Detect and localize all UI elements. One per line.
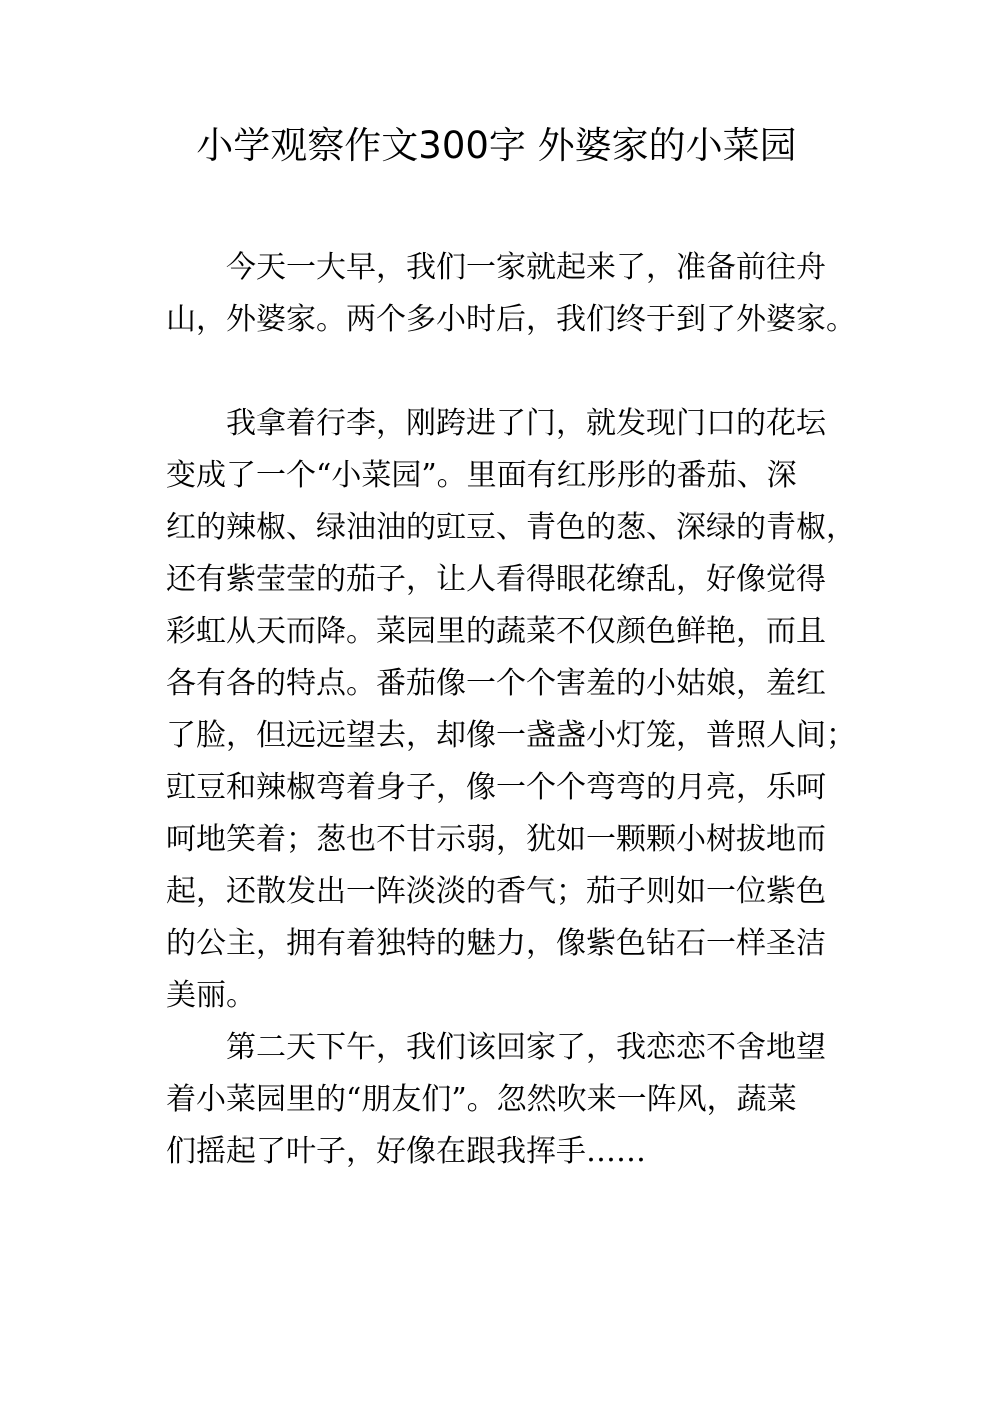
paragraph-line: 美丽。 bbox=[166, 978, 256, 1013]
paragraph-line: 我拿着行李，刚跨进了门，就发现门口的花坛 bbox=[226, 406, 826, 441]
paragraph-line: 彩虹从天而降。菜园里的蔬菜不仅颜色鲜艳，而且 bbox=[166, 614, 826, 649]
paragraph-line: 着小菜园里的“朋友们”。忽然吹来一阵风，蔬菜 bbox=[166, 1082, 797, 1117]
paragraph-line: 起，还散发出一阵淡淡的香气；茄子则如一位紫色 bbox=[166, 874, 826, 909]
paragraph-line: 变成了一个“小菜园”。里面有红彤彤的番茄、深 bbox=[166, 458, 797, 493]
paragraph-line: 第二天下午，我们该回家了，我恋恋不舍地望 bbox=[226, 1030, 826, 1065]
paragraph-line: 山，外婆家。两个多小时后，我们终于到了外婆家。 bbox=[166, 302, 856, 337]
paragraph-line: 各有各的特点。番茄像一个个害羞的小姑娘，羞红 bbox=[166, 666, 826, 701]
document-title: 小学观察作文300字 外婆家的小菜园 bbox=[196, 124, 797, 167]
paragraph-line: 呵地笑着；葱也不甘示弱，犹如一颗颗小树拔地而 bbox=[166, 822, 826, 857]
paragraph-line: 还有紫莹莹的茄子，让人看得眼花缭乱，好像觉得 bbox=[166, 562, 826, 597]
paragraph-line: 们摇起了叶子，好像在跟我挥手…… bbox=[166, 1134, 646, 1169]
paragraph-line: 红的辣椒、绿油油的豇豆、青色的葱、深绿的青椒， bbox=[166, 510, 856, 545]
paragraph-line: 了脸，但远远望去，却像一盏盏小灯笼，普照人间； bbox=[166, 718, 856, 753]
paragraph-line: 豇豆和辣椒弯着身子，像一个个弯弯的月亮，乐呵 bbox=[166, 770, 826, 805]
paragraph-line: 的公主，拥有着独特的魅力，像紫色钻石一样圣洁 bbox=[166, 926, 826, 961]
paragraph-line: 今天一大早，我们一家就起来了，准备前往舟 bbox=[226, 250, 826, 285]
